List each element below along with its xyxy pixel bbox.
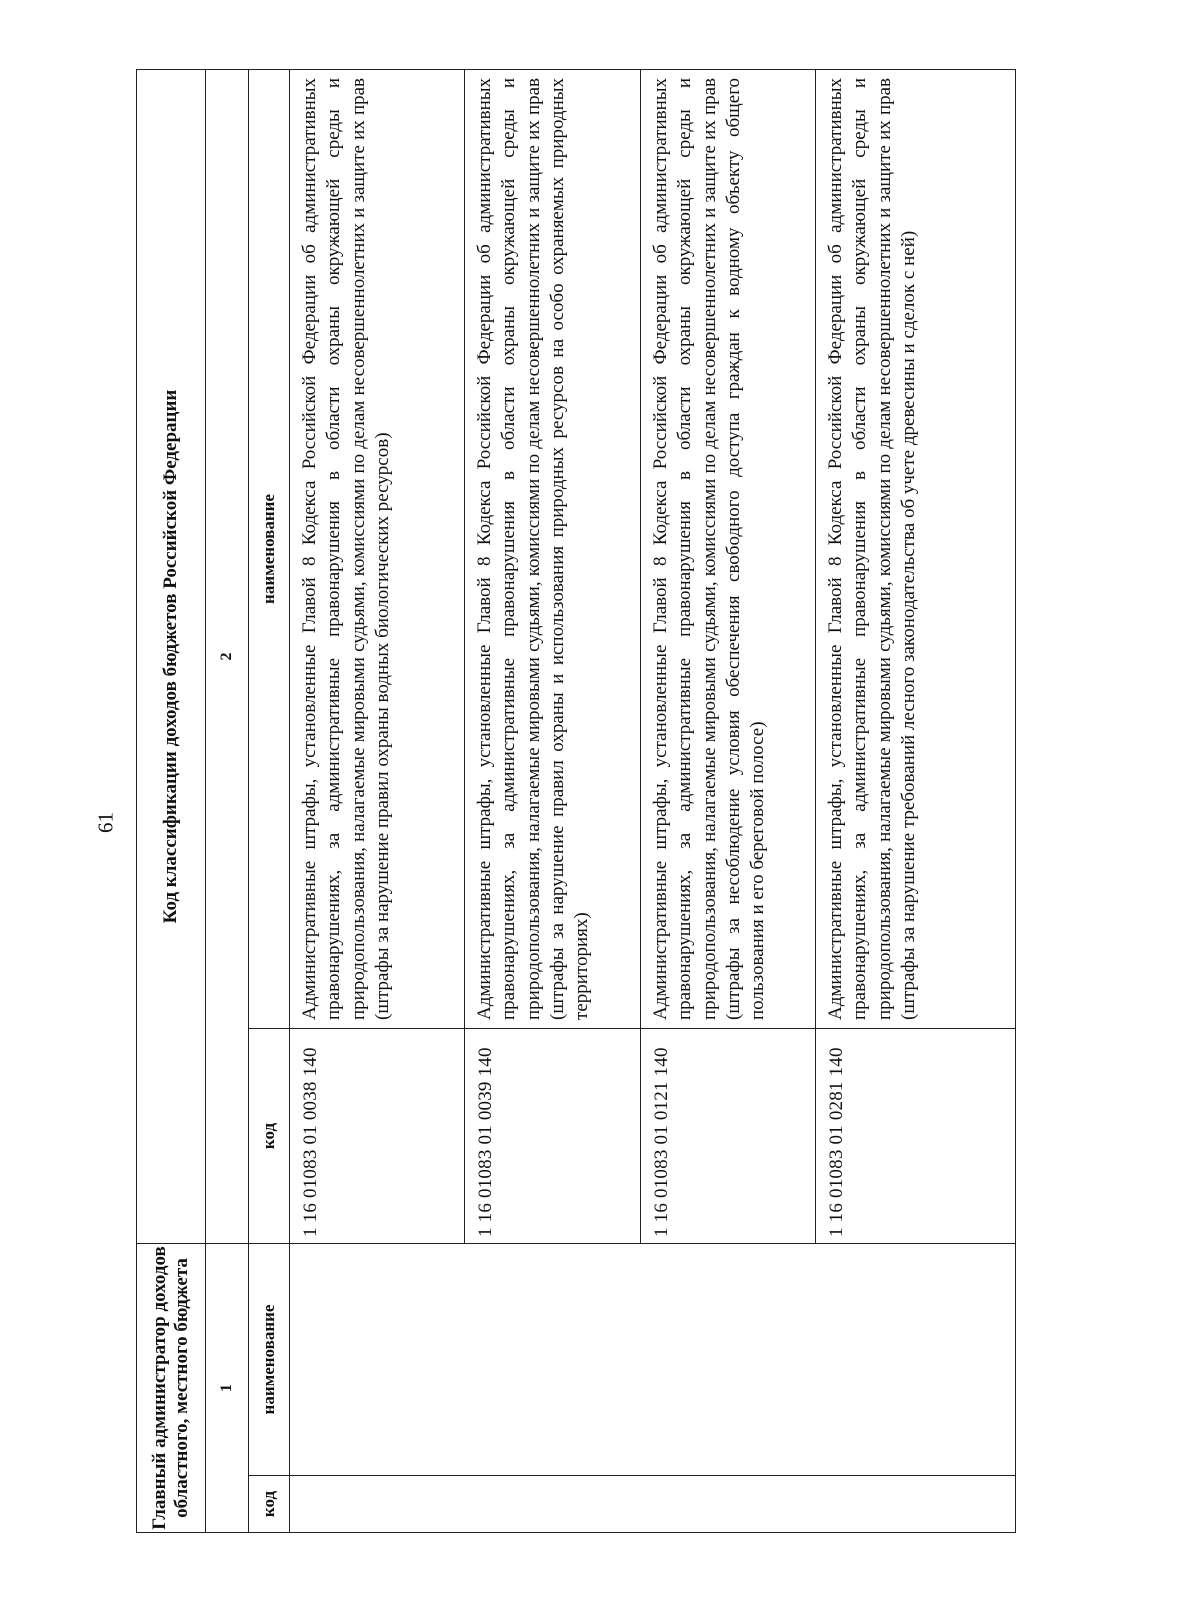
table-row [290, 69, 465, 1532]
rotated-table-container [136, 70, 1016, 1533]
revenue-code: 1 16 01083 01 0039 140 [465, 1028, 641, 1243]
revenue-classification-table [136, 69, 1016, 1533]
revenue-code: 1 16 01083 01 0121 140 [641, 1028, 816, 1243]
subheader-code-left: код [249, 1476, 290, 1533]
header-classification-code: Код классификации доходов бюджетов Российской Федерации [137, 69, 206, 1243]
revenue-name: Административные штрафы, установленные Главой 8 Кодекса Российской Федерации об административных правонарушениях, за административные правонарушения в области охраны окружающей среды и природопользования, налагаемые мировыми судьями, комиссиями по делам несовершеннолетних и защите их прав (штрафы за нарушение правил охраны водных биологических ресурсов) [290, 69, 465, 1028]
admin-code-cell [290, 1476, 1016, 1533]
subheader-code-right: код [249, 1028, 290, 1243]
subheader-name-right: наименование [249, 69, 290, 1028]
revenue-code: 1 16 01083 01 0038 140 [290, 1028, 465, 1243]
column-number-1: 1 [206, 1243, 249, 1532]
revenue-code: 1 16 01083 01 0281 140 [816, 1028, 1016, 1243]
table-header-row [137, 69, 206, 1532]
page-number: 61 [93, 812, 118, 833]
revenue-name: Административные штрафы, установленные Главой 8 Кодекса Российской Федерации об административных правонарушениях, за административные правонарушения в области охраны окружающей среды и природопользования, налагаемые мировыми судьями, комиссиями по делам несовершеннолетних и защите их прав (штрафы за нарушение правил охраны и использования природных ресурсов на особо охраняемых природных территориях) [465, 69, 641, 1028]
column-number-row [206, 69, 249, 1532]
subheader-row [249, 69, 290, 1532]
revenue-name: Административные штрафы, установленные Главой 8 Кодекса Российской Федерации об административных правонарушениях, за административные правонарушения в области охраны окружающей среды и природопользования, налагаемые мировыми судьями, комиссиями по делам несовершеннолетних и защите их прав (штрафы за несоблюдение условия обеспечения свободного доступа граждан к водному объекту общего пользования и его береговой полосе) [641, 69, 816, 1028]
header-administrator: Главный администратор доходов областного, местного бюджета [137, 1243, 206, 1532]
revenue-name: Административные штрафы, установленные Главой 8 Кодекса Российской Федерации об административных правонарушениях, за административные правонарушения в области охраны окружающей среды и природопользования, налагаемые мировыми судьями, комиссиями по делам несовершеннолетних и защите их прав (штрафы за нарушение требований лесного законодательства об учете древесины и сделок с ней) [816, 69, 1016, 1028]
admin-name-cell [290, 1243, 1016, 1475]
subheader-name-left: наименование [249, 1243, 290, 1475]
column-number-2: 2 [206, 69, 249, 1243]
